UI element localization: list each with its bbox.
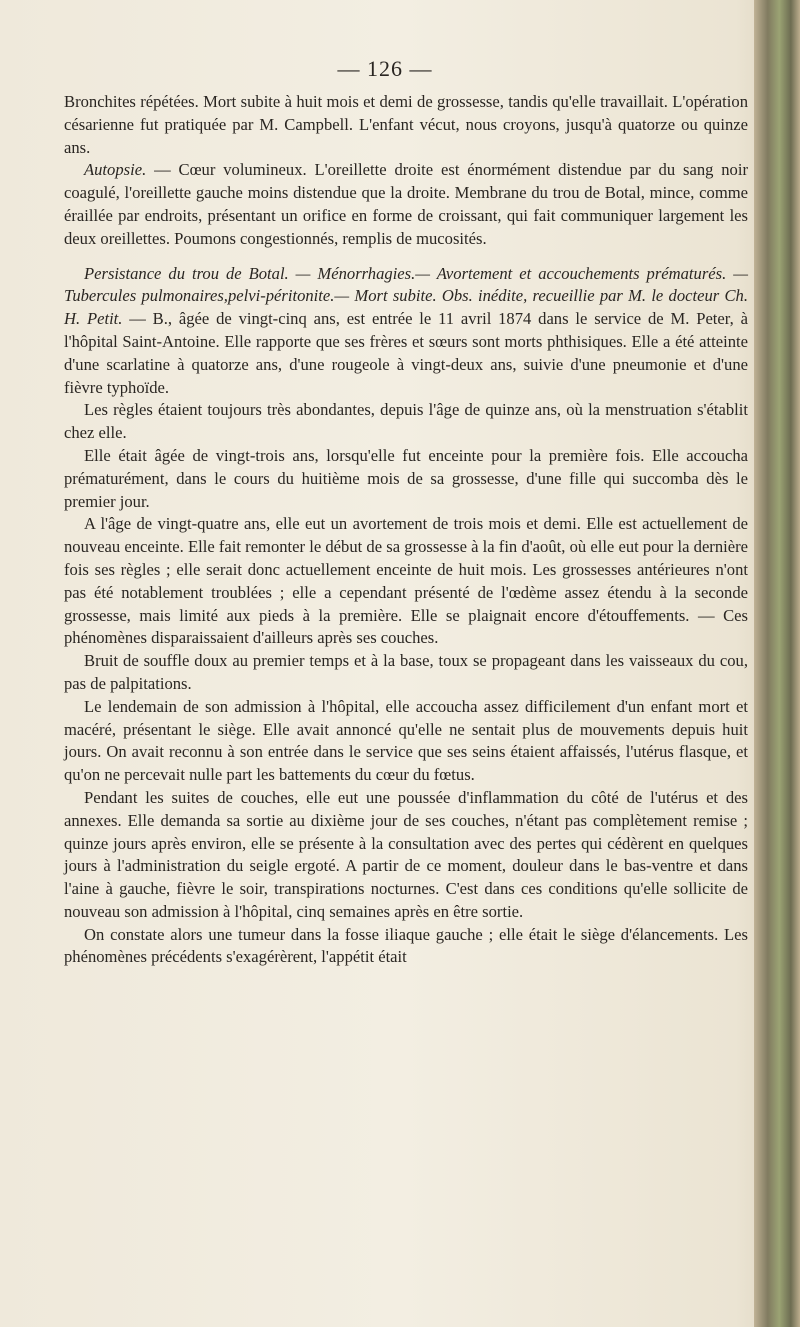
paragraph xyxy=(64,91,748,159)
page-edge-shadow xyxy=(754,0,800,1327)
paragraph xyxy=(64,513,748,650)
paragraph xyxy=(64,650,748,696)
paragraph-text: — B., âgée de vingt-cinq ans, est entrée le 11 avril 1874 dans le service de M. Peter, à l'hôpital Saint-Antoine. Elle rapporte que ses frères et sœurs sont morts phthisiques. Elle a été atteinte d'une scarlatine à quatorze ans, d'une rougeole à vingt-deux ans, suivie d'une pneumonie et d'une fièvre typhoïde. xyxy=(64,309,748,397)
paragraph xyxy=(64,696,748,787)
case-heading-paragraph xyxy=(64,263,748,400)
paragraph xyxy=(64,924,748,970)
paragraph-text: Pendant les suites de couches, elle eut une poussée d'inflammation du côté de l'utérus et des annexes. Elle demanda sa sortie au dixième jour de ses couches, n'étant pas complètement remise ; quinze jours après environ, elle se présente à la consultation avec des pertes qui cédèrent en quelques jours à l'administration du seigle ergoté. A partir de ce moment, douleur dans le bas-ventre et dans l'aine à gauche, fièvre le soir, transpirations nocturnes. C'est dans ces conditions qu'elle sollicite de nouveau son admission à l'hôpital, cinq semaines après en être sortie. xyxy=(64,787,748,921)
paragraph-text: On constate alors une tumeur dans la fosse iliaque gauche ; elle était le siège d'élancements. Les phénomènes précédents s'exagérèrent, l'appétit était xyxy=(64,924,748,967)
autopsy-label: Autopsie. xyxy=(84,160,147,180)
paragraph-text: — Cœur volumineux. L'oreillette droite est énormément distendue par du sang noir coagulé, l'oreillette gauche moins distendue que la droite. Membrane du trou de Botal, mince, comme éraillée par endroits, présentant un orifice en forme de croissant, qui fait communiquer largement les deux oreillettes. Poumons congestionnés, remplis de mucosités. xyxy=(64,160,748,248)
case-heading-title: Persistance du trou de Botal. — Ménorrhagies.— Avortement et accouchements prématurés. — Tubercules pulmonaires,pelvi-péritonite.— Mort subite. Obs. inédite, recueillie par M. le docteur Ch. H. Petit. xyxy=(64,263,748,329)
paragraph-text: Bruit de souffle doux au premier temps et à la base, toux se propageant dans les vaisseaux du cou, pas de palpitations. xyxy=(64,651,748,693)
page-number: — 126 — xyxy=(337,56,433,81)
paragraph-text: A l'âge de vingt-quatre ans, elle eut un avortement de trois mois et demi. Elle est actuellement de nouveau enceinte. Elle fait remonter le début de sa grossesse à la fin d'août, où elle eut pour la dernière fois ses règles ; elle serait donc actuellement enceinte de huit mois. Les grossesses antérieures n'ont pas été notablement troublées ; elle a cependant présenté de l'œdème assez étendu à la seconde grossesse, mais limité aux pieds à la première. Elle se plaignait encore d'étouffements. — Ces phénomènes disparaissaient d'ailleurs après ses couches. xyxy=(64,514,748,648)
paragraph xyxy=(64,399,748,445)
page-body-text xyxy=(64,91,748,969)
paragraph-text: Bronchites répétées. Mort subite à huit mois et demi de grossesse, tandis qu'elle travaillait. L'opération césarienne fut pratiquée par M. Campbell. L'enfant vécut, nous croyons, jusqu'à quatorze ou quinze ans. xyxy=(64,92,748,157)
paragraph-text: Le lendemain de son admission à l'hôpital, elle accoucha assez difficilement d'un enfant mort et macéré, présentant le siège. Elle avait annoncé qu'elle ne sentait plus de mouvements depuis huit jours. On avait reconnu à son entrée dans le service que ses seins étaient affaissés, l'utérus flasque, et qu'on ne percevait nulle part les battements du cœur du fœtus. xyxy=(64,696,748,785)
paragraph-text: Elle était âgée de vingt-trois ans, lorsqu'elle fut enceinte pour la première fois. Elle accoucha prématurément, dans le cours du huitième mois de sa grossesse, d'une fille qui succomba dès le premier jour. xyxy=(64,445,748,511)
autopsy-paragraph xyxy=(64,159,748,250)
paragraph xyxy=(64,787,748,924)
paragraph-text: Les règles étaient toujours très abondantes, depuis l'âge de quinze ans, où la menstruation s'établit chez elle. xyxy=(64,400,748,443)
paragraph xyxy=(64,445,748,513)
